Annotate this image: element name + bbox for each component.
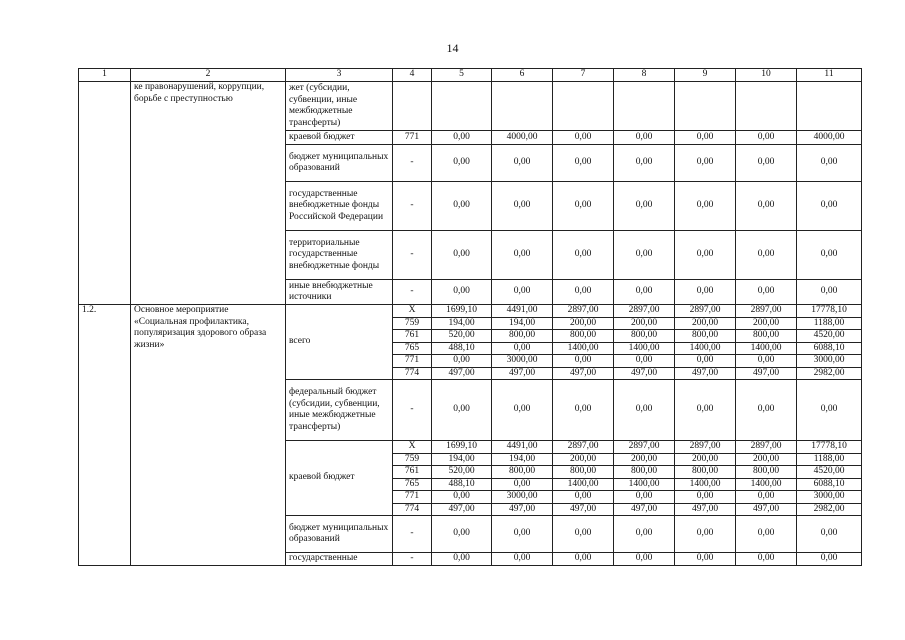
value-cell: 2897,00 bbox=[553, 305, 614, 318]
value-cell: 0,00 bbox=[432, 145, 492, 182]
value-cell: 497,00 bbox=[736, 367, 797, 380]
value-cell: 1400,00 bbox=[614, 478, 675, 491]
value-cell: 1400,00 bbox=[736, 478, 797, 491]
value-cell: 0,00 bbox=[553, 491, 614, 504]
value-cell: 200,00 bbox=[736, 453, 797, 466]
value-cell: 0,00 bbox=[492, 280, 553, 305]
budget-table bbox=[78, 68, 862, 566]
value-cell: 0,00 bbox=[614, 231, 675, 280]
value-cell: 0,00 bbox=[675, 231, 736, 280]
value-cell: 0,00 bbox=[492, 516, 553, 553]
budget-code: - bbox=[393, 145, 432, 182]
value-cell: 0,00 bbox=[432, 231, 492, 280]
value-cell: 0,00 bbox=[675, 280, 736, 305]
budget-code: 771 bbox=[393, 131, 432, 145]
table-row bbox=[79, 305, 862, 318]
value-cell bbox=[492, 82, 553, 131]
value-cell: 0,00 bbox=[432, 355, 492, 368]
value-cell: 194,00 bbox=[492, 317, 553, 330]
value-cell: 520,00 bbox=[432, 330, 492, 343]
value-cell: 0,00 bbox=[675, 380, 736, 441]
value-cell bbox=[432, 82, 492, 131]
value-cell: 4491,00 bbox=[492, 441, 553, 454]
value-cell: 1400,00 bbox=[675, 342, 736, 355]
value-cell: 0,00 bbox=[553, 182, 614, 231]
value-cell: 0,00 bbox=[492, 380, 553, 441]
value-cell: 4000,00 bbox=[797, 131, 862, 145]
value-cell: 0,00 bbox=[736, 516, 797, 553]
value-cell: 17778,10 bbox=[797, 441, 862, 454]
value-cell: 0,00 bbox=[432, 380, 492, 441]
value-cell: 497,00 bbox=[614, 367, 675, 380]
value-cell: 0,00 bbox=[797, 553, 862, 566]
value-cell: 0,00 bbox=[797, 280, 862, 305]
value-cell: 800,00 bbox=[675, 330, 736, 343]
value-cell: 0,00 bbox=[797, 231, 862, 280]
measure-name: ке правонарушений, коррупции, борьбе с преступностью bbox=[131, 82, 286, 305]
value-cell: 0,00 bbox=[614, 380, 675, 441]
column-header: 10 bbox=[736, 69, 797, 82]
value-cell: 1188,00 bbox=[797, 453, 862, 466]
value-cell: 0,00 bbox=[553, 131, 614, 145]
value-cell: 0,00 bbox=[614, 491, 675, 504]
value-cell: 1400,00 bbox=[675, 478, 736, 491]
value-cell: 0,00 bbox=[492, 182, 553, 231]
value-cell: 0,00 bbox=[492, 231, 553, 280]
value-cell: 800,00 bbox=[553, 466, 614, 479]
budget-code: - bbox=[393, 280, 432, 305]
value-cell bbox=[797, 82, 862, 131]
value-cell: 17778,10 bbox=[797, 305, 862, 318]
value-cell: 1699,10 bbox=[432, 305, 492, 318]
budget-code: - bbox=[393, 380, 432, 441]
funding-source: краевой бюджет bbox=[286, 441, 393, 516]
value-cell: 488,10 bbox=[432, 478, 492, 491]
value-cell: 200,00 bbox=[736, 317, 797, 330]
value-cell: 0,00 bbox=[736, 553, 797, 566]
value-cell: 194,00 bbox=[432, 317, 492, 330]
budget-code: 759 bbox=[393, 317, 432, 330]
value-cell: 1400,00 bbox=[553, 478, 614, 491]
value-cell: 0,00 bbox=[614, 182, 675, 231]
funding-source: иные внебюджетные источники bbox=[286, 280, 393, 305]
budget-code: - bbox=[393, 182, 432, 231]
value-cell: 0,00 bbox=[432, 516, 492, 553]
funding-source: территориальные государственные внебюджетные фонды bbox=[286, 231, 393, 280]
value-cell: 0,00 bbox=[432, 182, 492, 231]
funding-source: всего bbox=[286, 305, 393, 380]
column-header: 6 bbox=[492, 69, 553, 82]
value-cell: 4491,00 bbox=[492, 305, 553, 318]
budget-code: X bbox=[393, 441, 432, 454]
value-cell: 0,00 bbox=[736, 491, 797, 504]
value-cell: 1400,00 bbox=[553, 342, 614, 355]
value-cell: 0,00 bbox=[492, 145, 553, 182]
value-cell: 0,00 bbox=[736, 380, 797, 441]
value-cell: 497,00 bbox=[432, 367, 492, 380]
value-cell: 2897,00 bbox=[614, 441, 675, 454]
row-number-cell bbox=[79, 82, 131, 305]
value-cell: 488,10 bbox=[432, 342, 492, 355]
column-header: 8 bbox=[614, 69, 675, 82]
column-header: 4 bbox=[393, 69, 432, 82]
value-cell: 0,00 bbox=[797, 182, 862, 231]
value-cell: 2897,00 bbox=[675, 441, 736, 454]
value-cell: 520,00 bbox=[432, 466, 492, 479]
value-cell: 0,00 bbox=[553, 231, 614, 280]
value-cell: 0,00 bbox=[797, 380, 862, 441]
value-cell: 800,00 bbox=[614, 330, 675, 343]
budget-code: - bbox=[393, 231, 432, 280]
budget-code: - bbox=[393, 516, 432, 553]
column-header: 2 bbox=[131, 69, 286, 82]
value-cell bbox=[736, 82, 797, 131]
value-cell: 0,00 bbox=[614, 145, 675, 182]
value-cell: 0,00 bbox=[553, 380, 614, 441]
value-cell: 6088,10 bbox=[797, 342, 862, 355]
value-cell: 3000,00 bbox=[797, 355, 862, 368]
value-cell: 200,00 bbox=[675, 317, 736, 330]
budget-code: 761 bbox=[393, 466, 432, 479]
value-cell: 200,00 bbox=[614, 317, 675, 330]
value-cell: 1400,00 bbox=[614, 342, 675, 355]
value-cell: 2982,00 bbox=[797, 503, 862, 516]
value-cell: 0,00 bbox=[675, 355, 736, 368]
budget-code: 765 bbox=[393, 342, 432, 355]
value-cell: 0,00 bbox=[736, 182, 797, 231]
value-cell: 1188,00 bbox=[797, 317, 862, 330]
value-cell: 497,00 bbox=[675, 503, 736, 516]
value-cell: 2982,00 bbox=[797, 367, 862, 380]
value-cell: 0,00 bbox=[675, 145, 736, 182]
value-cell: 497,00 bbox=[492, 503, 553, 516]
value-cell: 200,00 bbox=[614, 453, 675, 466]
value-cell: 2897,00 bbox=[553, 441, 614, 454]
value-cell bbox=[614, 82, 675, 131]
value-cell: 3000,00 bbox=[492, 355, 553, 368]
value-cell: 0,00 bbox=[553, 145, 614, 182]
value-cell: 0,00 bbox=[797, 145, 862, 182]
value-cell: 0,00 bbox=[614, 516, 675, 553]
value-cell: 0,00 bbox=[675, 516, 736, 553]
budget-code: X bbox=[393, 305, 432, 318]
funding-source: бюджет муниципальных образований bbox=[286, 516, 393, 553]
value-cell: 0,00 bbox=[553, 280, 614, 305]
value-cell: 800,00 bbox=[614, 466, 675, 479]
page-number: 14 bbox=[446, 41, 459, 55]
value-cell: 0,00 bbox=[614, 280, 675, 305]
budget-code: - bbox=[393, 553, 432, 566]
value-cell: 194,00 bbox=[432, 453, 492, 466]
value-cell: 200,00 bbox=[553, 317, 614, 330]
measure-name: Основное мероприятие «Социальная профилактика, популяризация здорового образа жизни» bbox=[131, 305, 286, 566]
value-cell: 0,00 bbox=[614, 553, 675, 566]
value-cell: 497,00 bbox=[553, 503, 614, 516]
budget-code: 771 bbox=[393, 491, 432, 504]
value-cell: 0,00 bbox=[553, 355, 614, 368]
column-header: 1 bbox=[79, 69, 131, 82]
funding-source: краевой бюджет bbox=[286, 131, 393, 145]
value-cell: 800,00 bbox=[492, 466, 553, 479]
value-cell: 200,00 bbox=[675, 453, 736, 466]
value-cell: 4000,00 bbox=[492, 131, 553, 145]
budget-code: 774 bbox=[393, 503, 432, 516]
funding-source: федеральный бюджет (субсидии, субвенции, иные межбюджетные трансферты) bbox=[286, 380, 393, 441]
value-cell: 3000,00 bbox=[797, 491, 862, 504]
value-cell: 0,00 bbox=[432, 131, 492, 145]
value-cell: 0,00 bbox=[736, 131, 797, 145]
value-cell: 2897,00 bbox=[736, 441, 797, 454]
value-cell: 0,00 bbox=[432, 491, 492, 504]
funding-source: государственные внебюджетные фонды Российской Федерации bbox=[286, 182, 393, 231]
value-cell bbox=[675, 82, 736, 131]
value-cell: 0,00 bbox=[736, 355, 797, 368]
value-cell: 0,00 bbox=[675, 553, 736, 566]
value-cell: 497,00 bbox=[736, 503, 797, 516]
value-cell bbox=[553, 82, 614, 131]
value-cell: 800,00 bbox=[675, 466, 736, 479]
value-cell: 0,00 bbox=[675, 182, 736, 231]
value-cell: 0,00 bbox=[614, 131, 675, 145]
value-cell: 1400,00 bbox=[736, 342, 797, 355]
value-cell: 2897,00 bbox=[614, 305, 675, 318]
budget-code: 774 bbox=[393, 367, 432, 380]
funding-source: жет (субсидии, субвенции, иные межбюджетные трансферты) bbox=[286, 82, 393, 131]
value-cell: 0,00 bbox=[553, 516, 614, 553]
column-header: 9 bbox=[675, 69, 736, 82]
column-header: 11 bbox=[797, 69, 862, 82]
value-cell: 800,00 bbox=[736, 466, 797, 479]
value-cell: 800,00 bbox=[553, 330, 614, 343]
funding-source: государственные bbox=[286, 553, 393, 566]
value-cell: 0,00 bbox=[675, 491, 736, 504]
value-cell: 4520,00 bbox=[797, 330, 862, 343]
value-cell: 0,00 bbox=[553, 553, 614, 566]
value-cell: 0,00 bbox=[432, 553, 492, 566]
value-cell: 800,00 bbox=[492, 330, 553, 343]
budget-code: 771 bbox=[393, 355, 432, 368]
value-cell: 3000,00 bbox=[492, 491, 553, 504]
budget-code: 765 bbox=[393, 478, 432, 491]
value-cell: 2897,00 bbox=[675, 305, 736, 318]
value-cell: 0,00 bbox=[736, 145, 797, 182]
value-cell: 0,00 bbox=[492, 553, 553, 566]
value-cell: 800,00 bbox=[736, 330, 797, 343]
value-cell: 497,00 bbox=[675, 367, 736, 380]
value-cell: 0,00 bbox=[492, 478, 553, 491]
column-header: 3 bbox=[286, 69, 393, 82]
value-cell: 6088,10 bbox=[797, 478, 862, 491]
value-cell: 0,00 bbox=[614, 355, 675, 368]
budget-code: 761 bbox=[393, 330, 432, 343]
value-cell: 0,00 bbox=[432, 280, 492, 305]
value-cell: 497,00 bbox=[492, 367, 553, 380]
value-cell: 194,00 bbox=[492, 453, 553, 466]
budget-code: 759 bbox=[393, 453, 432, 466]
row-number: 1.2. bbox=[79, 305, 131, 566]
value-cell: 497,00 bbox=[432, 503, 492, 516]
value-cell: 0,00 bbox=[736, 231, 797, 280]
value-cell: 4520,00 bbox=[797, 466, 862, 479]
column-header: 7 bbox=[553, 69, 614, 82]
funding-source: бюджет муниципальных образований bbox=[286, 145, 393, 182]
header-row bbox=[79, 69, 862, 82]
value-cell: 497,00 bbox=[614, 503, 675, 516]
value-cell: 0,00 bbox=[797, 516, 862, 553]
value-cell: 0,00 bbox=[492, 342, 553, 355]
value-cell: 0,00 bbox=[736, 280, 797, 305]
budget-code bbox=[393, 82, 432, 131]
column-header: 5 bbox=[432, 69, 492, 82]
value-cell: 0,00 bbox=[675, 131, 736, 145]
value-cell: 200,00 bbox=[553, 453, 614, 466]
value-cell: 2897,00 bbox=[736, 305, 797, 318]
table-row bbox=[79, 82, 862, 131]
value-cell: 1699,10 bbox=[432, 441, 492, 454]
value-cell: 497,00 bbox=[553, 367, 614, 380]
